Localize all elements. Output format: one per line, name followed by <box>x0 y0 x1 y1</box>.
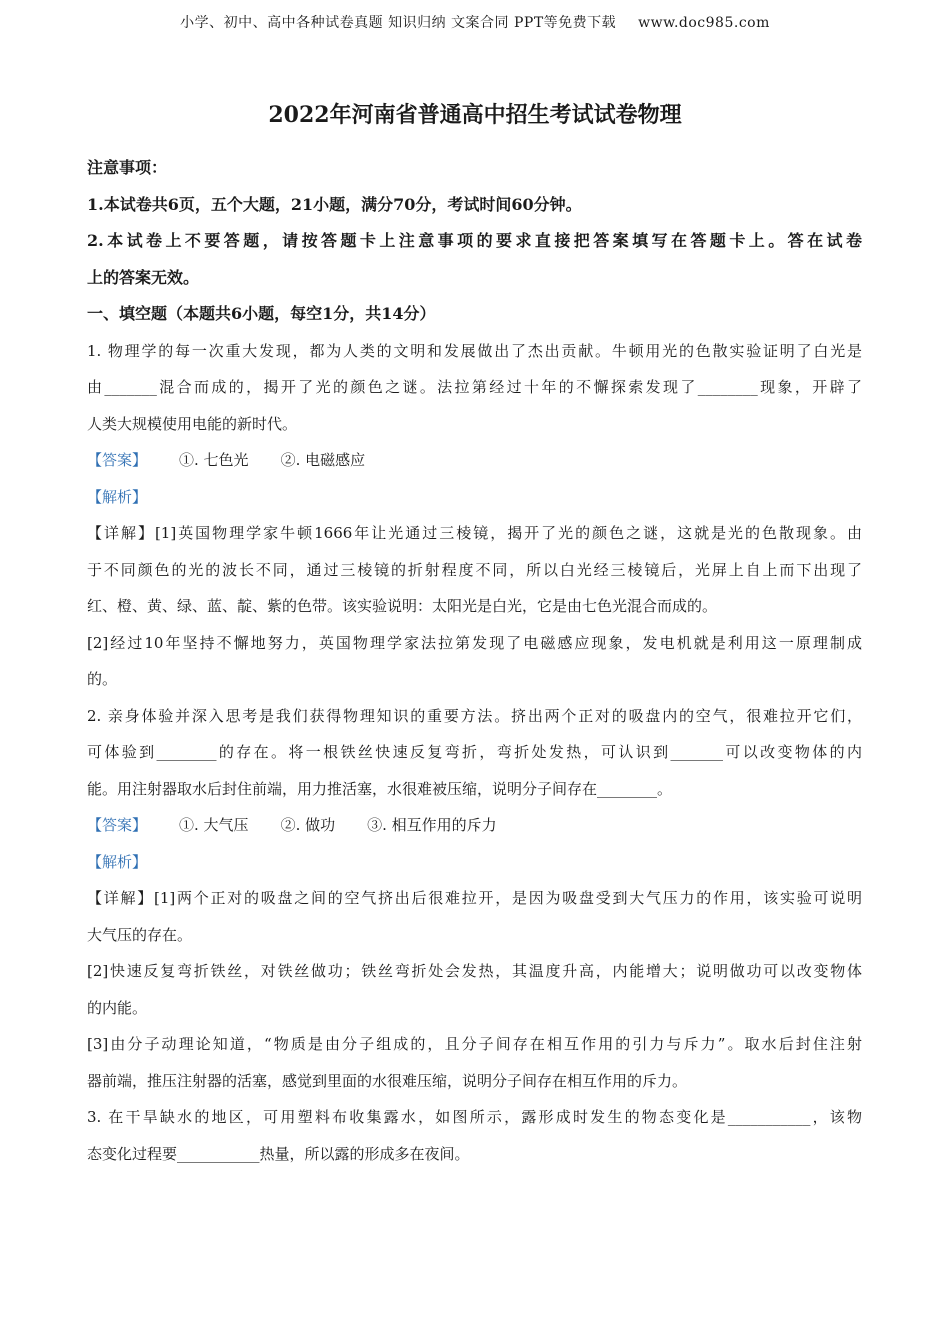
q1-detail-1: 【详解】[1]英国物理学家牛顿1666年让光通过三棱镜，揭开了光的颜色之谜，这就是光的色散现象。由 <box>87 524 862 542</box>
q2-detail-1: 【详解】[1]两个正对的吸盘之间的空气挤出后很难拉开，是因为吸盘受到大气压力的作用，该实验可说明 <box>87 889 862 907</box>
q2-line-1: 2. 亲身体验并深入思考是我们获得物理知识的重要方法。挤出两个正对的吸盘内的空气，很难拉开它们， <box>87 706 862 725</box>
q2-answer-2: ②. 做功 <box>280 816 336 834</box>
q1-line-3: 人类大规模使用电能的新时代。 <box>87 414 298 433</box>
q2-detail-6: 器前端，推压注射器的活塞，感觉到里面的水很难压缩，说明分子间存在相互作用的斥力。 <box>87 1071 688 1090</box>
q1-detail-2: 于不同颜色的光的波长不同，通过三棱镜的折射程度不同，所以白光经三棱镜后，光屏上自上而下出现了 <box>87 560 862 579</box>
q1-analysis-label: 【解析】 <box>87 487 148 506</box>
header-url[interactable]: www.doc985.com <box>638 15 770 31</box>
q1-detail-3: 红、橙、黄、绿、蓝、靛、紫的色带。该实验说明：太阳光是白光，它是由七色光混合而成的。 <box>87 597 718 615</box>
q2-detail-4: 的内能。 <box>87 998 148 1017</box>
page-title: 2022年河南省普通高中招生考试试卷物理 <box>268 102 682 128</box>
answer-label: 【答案】 <box>87 816 148 834</box>
header-text: 小学、初中、高中各种试卷真题 知识归纳 文案合同 PPT等免费下载 <box>180 15 617 31</box>
q2-detail-5: [3]由分子动理论知道，“物质是由分子组成的，且分子间存在相互作用的引力与斥力”。取水后封住注射 <box>87 1035 862 1053</box>
q2-answer <box>87 807 862 844</box>
notes-heading: 注意事项： <box>87 158 168 177</box>
section-heading: 一、填空题（本题共6小题，每空1分，共14分） <box>87 304 436 323</box>
notes-item-2-cont: 上的答案无效。 <box>87 267 200 287</box>
document-body <box>87 150 862 1172</box>
q1-answer-2: ②. 电磁感应 <box>280 451 366 469</box>
q1-detail-5: 的。 <box>87 670 118 688</box>
q2-detail-3: [2]快速反复弯折铁丝，对铁丝做功；铁丝弯折处会发热，其温度升高，内能增大；说明做功可以改变物体 <box>87 962 862 980</box>
q2-analysis-label: 【解析】 <box>87 852 148 871</box>
q2-line-2: 可体验到________的存在。将一根铁丝快速反复弯折，弯折处发热，可认识到_______可以改变物体的内 <box>87 743 862 761</box>
q1-detail-4: [2]经过10年坚持不懈地努力，英国物理学家法拉第发现了电磁感应现象，发电机就是利用这一原理制成 <box>87 633 862 652</box>
q3-line-2: 态变化过程要___________热量，所以露的形成多在夜间。 <box>87 1144 470 1163</box>
notes-item-1: 1.本试卷共6页，五个大题，21小题，满分70分，考试时间60分钟。 <box>87 194 582 214</box>
q1-answer-1: ①. 七色光 <box>179 451 249 469</box>
q2-detail-2: 大气压的存在。 <box>87 925 193 944</box>
answer-label: 【答案】 <box>87 451 148 469</box>
q2-line-3: 能。用注射器取水后封住前端，用力推活塞，水很难被压缩，说明分子间存在________。 <box>87 779 673 798</box>
q1-line-2: 由_______混合而成的，揭开了光的颜色之谜。法拉第经过十年的不懈探索发现了________现象，开辟了 <box>87 378 862 396</box>
page-header <box>0 12 950 32</box>
q2-answer-3: ③. 相互作用的斥力 <box>367 816 497 834</box>
q1-answer <box>87 442 862 479</box>
q3-line-1: 3. 在干旱缺水的地区，可用塑料布收集露水，如图所示，露形成时发生的物态变化是___________，该物 <box>87 1108 862 1126</box>
q2-answer-1: ①. 大气压 <box>179 816 249 834</box>
q1-line-1: 1. 物理学的每一次重大发现，都为人类的文明和发展做出了杰出贡献。牛顿用光的色散实验证明了白光是 <box>87 341 862 360</box>
notes-item-2: 2.本试卷上不要答题，请按答题卡上注意事项的要求直接把答案填写在答题卡上。答在试卷 <box>87 231 862 250</box>
